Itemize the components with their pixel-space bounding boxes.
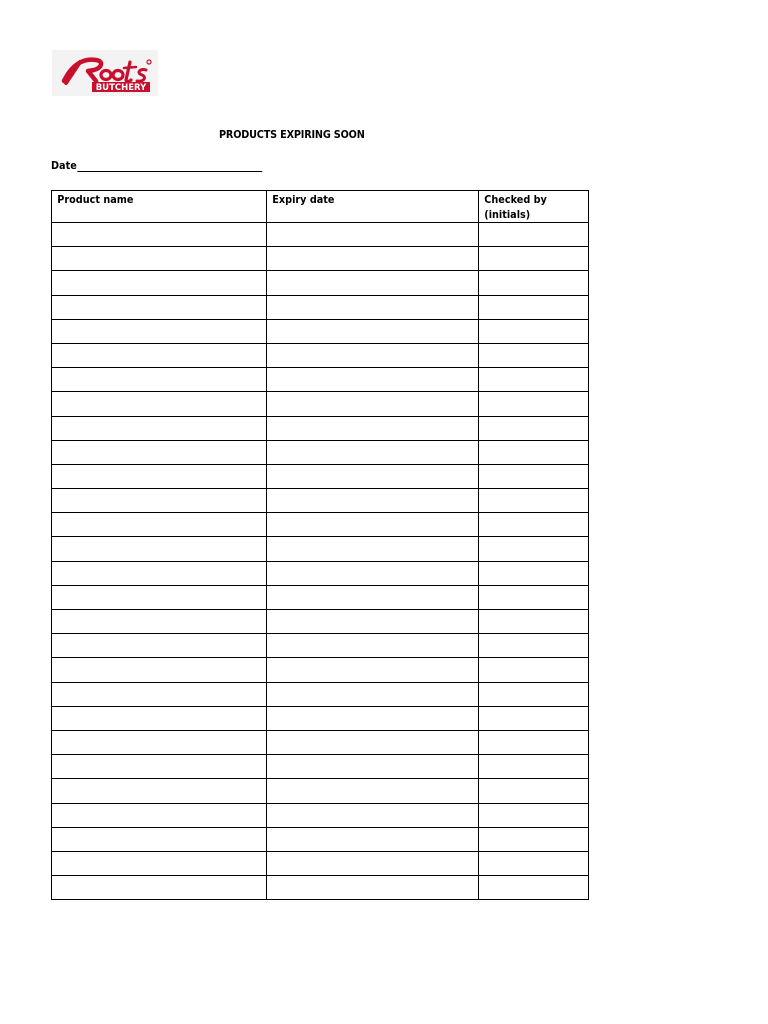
product-name-cell[interactable] [52, 658, 267, 682]
checked-by-cell[interactable] [479, 223, 589, 247]
expiry-date-cell[interactable] [267, 779, 479, 803]
table-row [52, 223, 589, 247]
table-row [52, 489, 589, 513]
expiry-date-cell[interactable] [267, 343, 479, 367]
expiry-date-cell[interactable] [267, 585, 479, 609]
table-row [52, 561, 589, 585]
expiry-date-cell[interactable] [267, 634, 479, 658]
checked-by-cell[interactable] [479, 803, 589, 827]
checked-by-cell[interactable] [479, 779, 589, 803]
table-row [52, 634, 589, 658]
product-name-cell[interactable] [52, 271, 267, 295]
table-row [52, 464, 589, 488]
header-product-name: Product name [52, 191, 267, 223]
expiry-date-cell[interactable] [267, 513, 479, 537]
product-name-cell[interactable] [52, 803, 267, 827]
table-row [52, 440, 589, 464]
checked-by-cell[interactable] [479, 392, 589, 416]
product-name-cell[interactable] [52, 755, 267, 779]
expiry-date-cell[interactable] [267, 755, 479, 779]
expiry-date-cell[interactable] [267, 416, 479, 440]
product-name-cell[interactable] [52, 876, 267, 900]
product-name-cell[interactable] [52, 682, 267, 706]
table-row [52, 295, 589, 319]
product-name-cell[interactable] [52, 730, 267, 754]
table-row [52, 803, 589, 827]
expiry-date-cell[interactable] [267, 295, 479, 319]
expiry-date-cell[interactable] [267, 464, 479, 488]
product-name-cell[interactable] [52, 610, 267, 634]
expiry-date-cell[interactable] [267, 489, 479, 513]
expiry-date-cell[interactable] [267, 271, 479, 295]
date-blank-line [78, 159, 263, 172]
product-name-cell[interactable] [52, 319, 267, 343]
checked-by-cell[interactable] [479, 343, 589, 367]
product-name-cell[interactable] [52, 295, 267, 319]
checked-by-cell[interactable] [479, 827, 589, 851]
table-row [52, 368, 589, 392]
product-name-cell[interactable] [52, 561, 267, 585]
table-header-row [52, 191, 589, 223]
expiry-date-cell[interactable] [267, 827, 479, 851]
expiry-date-cell[interactable] [267, 730, 479, 754]
table-row [52, 343, 589, 367]
product-name-cell[interactable] [52, 416, 267, 440]
expiry-date-cell[interactable] [267, 319, 479, 343]
table-row [52, 658, 589, 682]
roots-butchery-logo-graphic [52, 50, 158, 96]
table-row [52, 876, 589, 900]
header-checked-by [479, 191, 589, 223]
checked-by-cell[interactable] [479, 561, 589, 585]
checked-by-cell[interactable] [479, 755, 589, 779]
table-row [52, 585, 589, 609]
expiry-date-cell[interactable] [267, 561, 479, 585]
expiry-date-cell[interactable] [267, 392, 479, 416]
table-row [52, 682, 589, 706]
table-row [52, 730, 589, 754]
checked-by-cell[interactable] [479, 247, 589, 271]
table-row [52, 247, 589, 271]
product-name-cell[interactable] [52, 779, 267, 803]
product-name-cell[interactable] [52, 392, 267, 416]
product-name-cell[interactable] [52, 343, 267, 367]
date-label: Date [51, 159, 77, 172]
product-name-cell[interactable] [52, 489, 267, 513]
table-row [52, 755, 589, 779]
table-row [52, 706, 589, 730]
checked-by-cell[interactable] [479, 706, 589, 730]
expiry-date-cell[interactable] [267, 247, 479, 271]
checked-by-cell[interactable] [479, 537, 589, 561]
products-expiring-table [51, 190, 589, 900]
checked-by-cell[interactable] [479, 634, 589, 658]
product-name-cell[interactable] [52, 247, 267, 271]
expiry-date-cell[interactable] [267, 440, 479, 464]
logo-subtitle: BUTCHERY [95, 83, 147, 93]
roots-butchery-logo [52, 50, 158, 96]
header-expiry-date: Expiry date [267, 191, 479, 223]
expiry-date-cell[interactable] [267, 803, 479, 827]
table-row [52, 610, 589, 634]
checked-by-cell[interactable] [479, 658, 589, 682]
expiry-date-cell[interactable] [267, 537, 479, 561]
product-name-cell[interactable] [52, 464, 267, 488]
checked-by-cell[interactable] [479, 585, 589, 609]
header-checked-by-line2: (initials) [484, 208, 531, 221]
product-name-cell[interactable] [52, 513, 267, 537]
checked-by-cell[interactable] [479, 730, 589, 754]
expiry-date-cell[interactable] [267, 658, 479, 682]
product-name-cell[interactable] [52, 851, 267, 875]
table-row [52, 513, 589, 537]
checked-by-cell[interactable] [479, 610, 589, 634]
document-title: PRODUCTS EXPIRING SOON [219, 128, 365, 141]
table-row [52, 851, 589, 875]
date-field[interactable] [51, 159, 262, 172]
checked-by-cell[interactable] [479, 489, 589, 513]
product-name-cell[interactable] [52, 706, 267, 730]
checked-by-cell[interactable] [479, 271, 589, 295]
product-name-cell[interactable] [52, 585, 267, 609]
checked-by-cell[interactable] [479, 368, 589, 392]
product-name-cell[interactable] [52, 827, 267, 851]
checked-by-cell[interactable] [479, 319, 589, 343]
product-name-cell[interactable] [52, 440, 267, 464]
product-name-cell[interactable] [52, 223, 267, 247]
header-checked-by-line1: Checked by [484, 193, 547, 206]
table-row [52, 392, 589, 416]
product-name-cell[interactable] [52, 537, 267, 561]
product-name-cell[interactable] [52, 634, 267, 658]
table-row [52, 779, 589, 803]
expiry-date-cell[interactable] [267, 223, 479, 247]
checked-by-cell[interactable] [479, 416, 589, 440]
checked-by-cell[interactable] [479, 295, 589, 319]
expiry-date-cell[interactable] [267, 610, 479, 634]
checked-by-cell[interactable] [479, 851, 589, 875]
expiry-date-cell[interactable] [267, 876, 479, 900]
table-row [52, 416, 589, 440]
checked-by-cell[interactable] [479, 513, 589, 537]
expiry-date-cell[interactable] [267, 682, 479, 706]
checked-by-cell[interactable] [479, 464, 589, 488]
table-row [52, 537, 589, 561]
expiry-date-cell[interactable] [267, 851, 479, 875]
table-row [52, 827, 589, 851]
checked-by-cell[interactable] [479, 876, 589, 900]
expiry-date-cell[interactable] [267, 706, 479, 730]
table-row [52, 271, 589, 295]
expiry-date-cell[interactable] [267, 368, 479, 392]
checked-by-cell[interactable] [479, 440, 589, 464]
table-row [52, 319, 589, 343]
product-name-cell[interactable] [52, 368, 267, 392]
checked-by-cell[interactable] [479, 682, 589, 706]
